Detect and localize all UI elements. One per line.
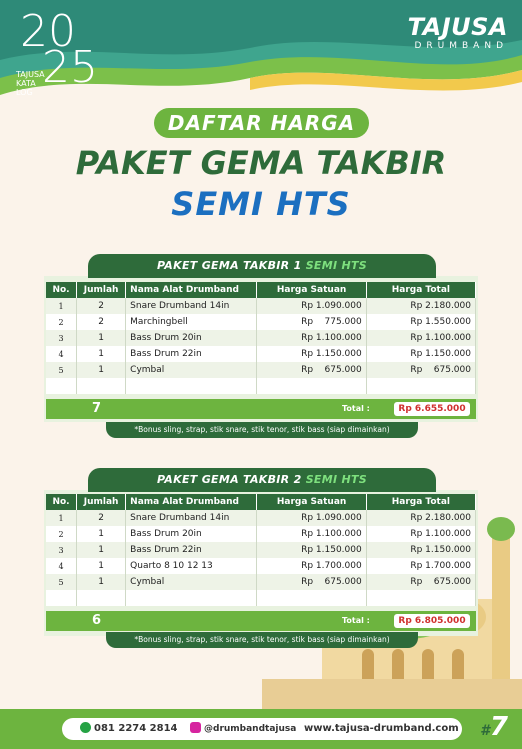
- row-qty: 1: [77, 346, 126, 362]
- package-2-total-label: Total :: [342, 616, 370, 625]
- package-2-item-count: 6: [92, 613, 102, 628]
- package-2-total-value: Rp 6.805.000: [394, 614, 470, 628]
- row-total-price: Rp 1.550.000: [366, 314, 475, 330]
- catalog-2025-logo: [12, 6, 102, 100]
- col-qty: Jumlah: [77, 282, 126, 298]
- row-qty: 1: [77, 542, 126, 558]
- row-unit-price: Rp 775.000: [257, 314, 366, 330]
- package-2-total-bar: [46, 611, 476, 631]
- package-2-table: [46, 494, 476, 606]
- row-qty: 1: [77, 330, 126, 346]
- table-header-row: [46, 494, 476, 510]
- footer-instagram[interactable]: [190, 718, 296, 740]
- row-qty: 1: [77, 526, 126, 542]
- package-2-title: [88, 468, 436, 492]
- logo-tag: TAJUSA KATA LOG: [16, 70, 45, 97]
- row-total-price: Rp 1.700.000: [366, 558, 475, 574]
- row-qty: 2: [77, 298, 126, 314]
- row-name: Snare Drumband 14in: [126, 510, 257, 526]
- col-no: No.: [46, 494, 77, 510]
- row-name: Marchingbell: [126, 314, 257, 330]
- col-name: Nama Alat Drumband: [126, 494, 257, 510]
- row-name: Bass Drum 22in: [126, 542, 257, 558]
- table-row: [46, 346, 476, 362]
- row-name: Bass Drum 22in: [126, 346, 257, 362]
- row-qty: 1: [77, 362, 126, 378]
- page-subtitle: SEMI HTS: [171, 185, 351, 223]
- row-no: 4: [46, 346, 77, 362]
- row-unit-price: Rp 1.090.000: [257, 510, 366, 526]
- table-header-row: [46, 282, 476, 298]
- row-unit-price: Rp 1.150.000: [257, 346, 366, 362]
- price-list-pill: DAFTAR HARGA: [154, 108, 369, 138]
- row-total-price: Rp 1.150.000: [366, 346, 475, 362]
- table-row: [46, 314, 476, 330]
- page-number: [480, 712, 508, 746]
- col-no: No.: [46, 282, 77, 298]
- col-total-price: Harga Total: [366, 494, 475, 510]
- package-1-bonus-note: *Bonus sling, strap, stik snare, stik tenor, stik bass (siap dimainkan): [106, 422, 418, 438]
- row-qty: 1: [77, 558, 126, 574]
- row-no: 1: [46, 298, 77, 314]
- row-unit-price: Rp 1.090.000: [257, 298, 366, 314]
- row-name: Quarto 8 10 12 13: [126, 558, 257, 574]
- row-no: 4: [46, 558, 77, 574]
- row-no: 2: [46, 314, 77, 330]
- table-row: [46, 542, 476, 558]
- footer-instagram-text: @drumbandtajusa: [204, 724, 297, 734]
- row-no: 5: [46, 362, 77, 378]
- brand-name: TAJUSA: [407, 13, 508, 41]
- row-no: 5: [46, 574, 77, 590]
- col-unit-price: Harga Satuan: [257, 494, 366, 510]
- table-row-empty: [46, 378, 476, 394]
- row-name: Cymbal: [126, 362, 257, 378]
- row-qty: 2: [77, 510, 126, 526]
- package-1-title: [88, 254, 436, 278]
- col-qty: Jumlah: [77, 494, 126, 510]
- row-name: Snare Drumband 14in: [126, 298, 257, 314]
- row-name: Cymbal: [126, 574, 257, 590]
- col-name: Nama Alat Drumband: [126, 282, 257, 298]
- row-unit-price: Rp 1.100.000: [257, 526, 366, 542]
- table-row: [46, 330, 476, 346]
- row-unit-price: Rp 1.700.000: [257, 558, 366, 574]
- col-total-price: Harga Total: [366, 282, 475, 298]
- package-2-title-highlight: SEMI HTS: [305, 473, 368, 486]
- package-1-table: [46, 282, 476, 394]
- table-row: [46, 558, 476, 574]
- table-row-empty: [46, 590, 476, 606]
- table-row: [46, 362, 476, 378]
- logo-year-top: 20: [20, 6, 76, 57]
- row-total-price: Rp 1.100.000: [366, 330, 475, 346]
- page-hash: #: [480, 723, 490, 739]
- row-no: 2: [46, 526, 77, 542]
- package-1-total-label: Total :: [342, 404, 370, 413]
- footer-website[interactable]: www.tajusa-drumband.com: [304, 723, 459, 734]
- package-1-total-value: Rp 6.655.000: [394, 402, 470, 416]
- footer-phone-text: 081 2274 2814: [94, 723, 178, 734]
- package-1-title-highlight: SEMI HTS: [305, 259, 368, 272]
- row-unit-price: Rp 1.100.000: [257, 330, 366, 346]
- row-total-price: Rp 2.180.000: [366, 510, 475, 526]
- row-total-price: Rp 1.150.000: [366, 542, 475, 558]
- row-unit-price: Rp 675.000: [257, 362, 366, 378]
- row-total-price: Rp 675.000: [366, 574, 475, 590]
- table-row: [46, 510, 476, 526]
- row-name: Bass Drum 20in: [126, 330, 257, 346]
- row-no: 3: [46, 542, 77, 558]
- table-row: [46, 526, 476, 542]
- row-no: 3: [46, 330, 77, 346]
- row-total-price: Rp 675.000: [366, 362, 475, 378]
- brand-sub: DRUMBAND: [414, 41, 508, 51]
- col-unit-price: Harga Satuan: [257, 282, 366, 298]
- package-2-title-text: PAKET GEMA TAKBIR 2: [156, 473, 302, 486]
- row-total-price: Rp 1.100.000: [366, 526, 475, 542]
- row-total-price: Rp 2.180.000: [366, 298, 475, 314]
- package-1-title-text: PAKET GEMA TAKBIR 1: [156, 259, 302, 272]
- page-number-value: 7: [489, 712, 508, 742]
- row-name: Bass Drum 20in: [126, 526, 257, 542]
- package-1-item-count: 7: [92, 401, 102, 416]
- table-row: [46, 574, 476, 590]
- row-qty: 1: [77, 574, 126, 590]
- whatsapp-icon: [80, 722, 91, 733]
- row-unit-price: Rp 675.000: [257, 574, 366, 590]
- footer-phone[interactable]: [80, 718, 178, 740]
- instagram-icon: [190, 722, 201, 733]
- page-title: PAKET GEMA TAKBIR: [75, 144, 447, 182]
- brand-logo: [408, 14, 508, 52]
- table-row: [46, 298, 476, 314]
- row-unit-price: Rp 1.150.000: [257, 542, 366, 558]
- logo-year-bottom: 25: [42, 42, 98, 93]
- package-1-total-bar: [46, 399, 476, 419]
- row-no: 1: [46, 510, 77, 526]
- row-qty: 2: [77, 314, 126, 330]
- package-2-bonus-note: *Bonus sling, strap, stik snare, stik tenor, stik bass (siap dimainkan): [106, 632, 418, 648]
